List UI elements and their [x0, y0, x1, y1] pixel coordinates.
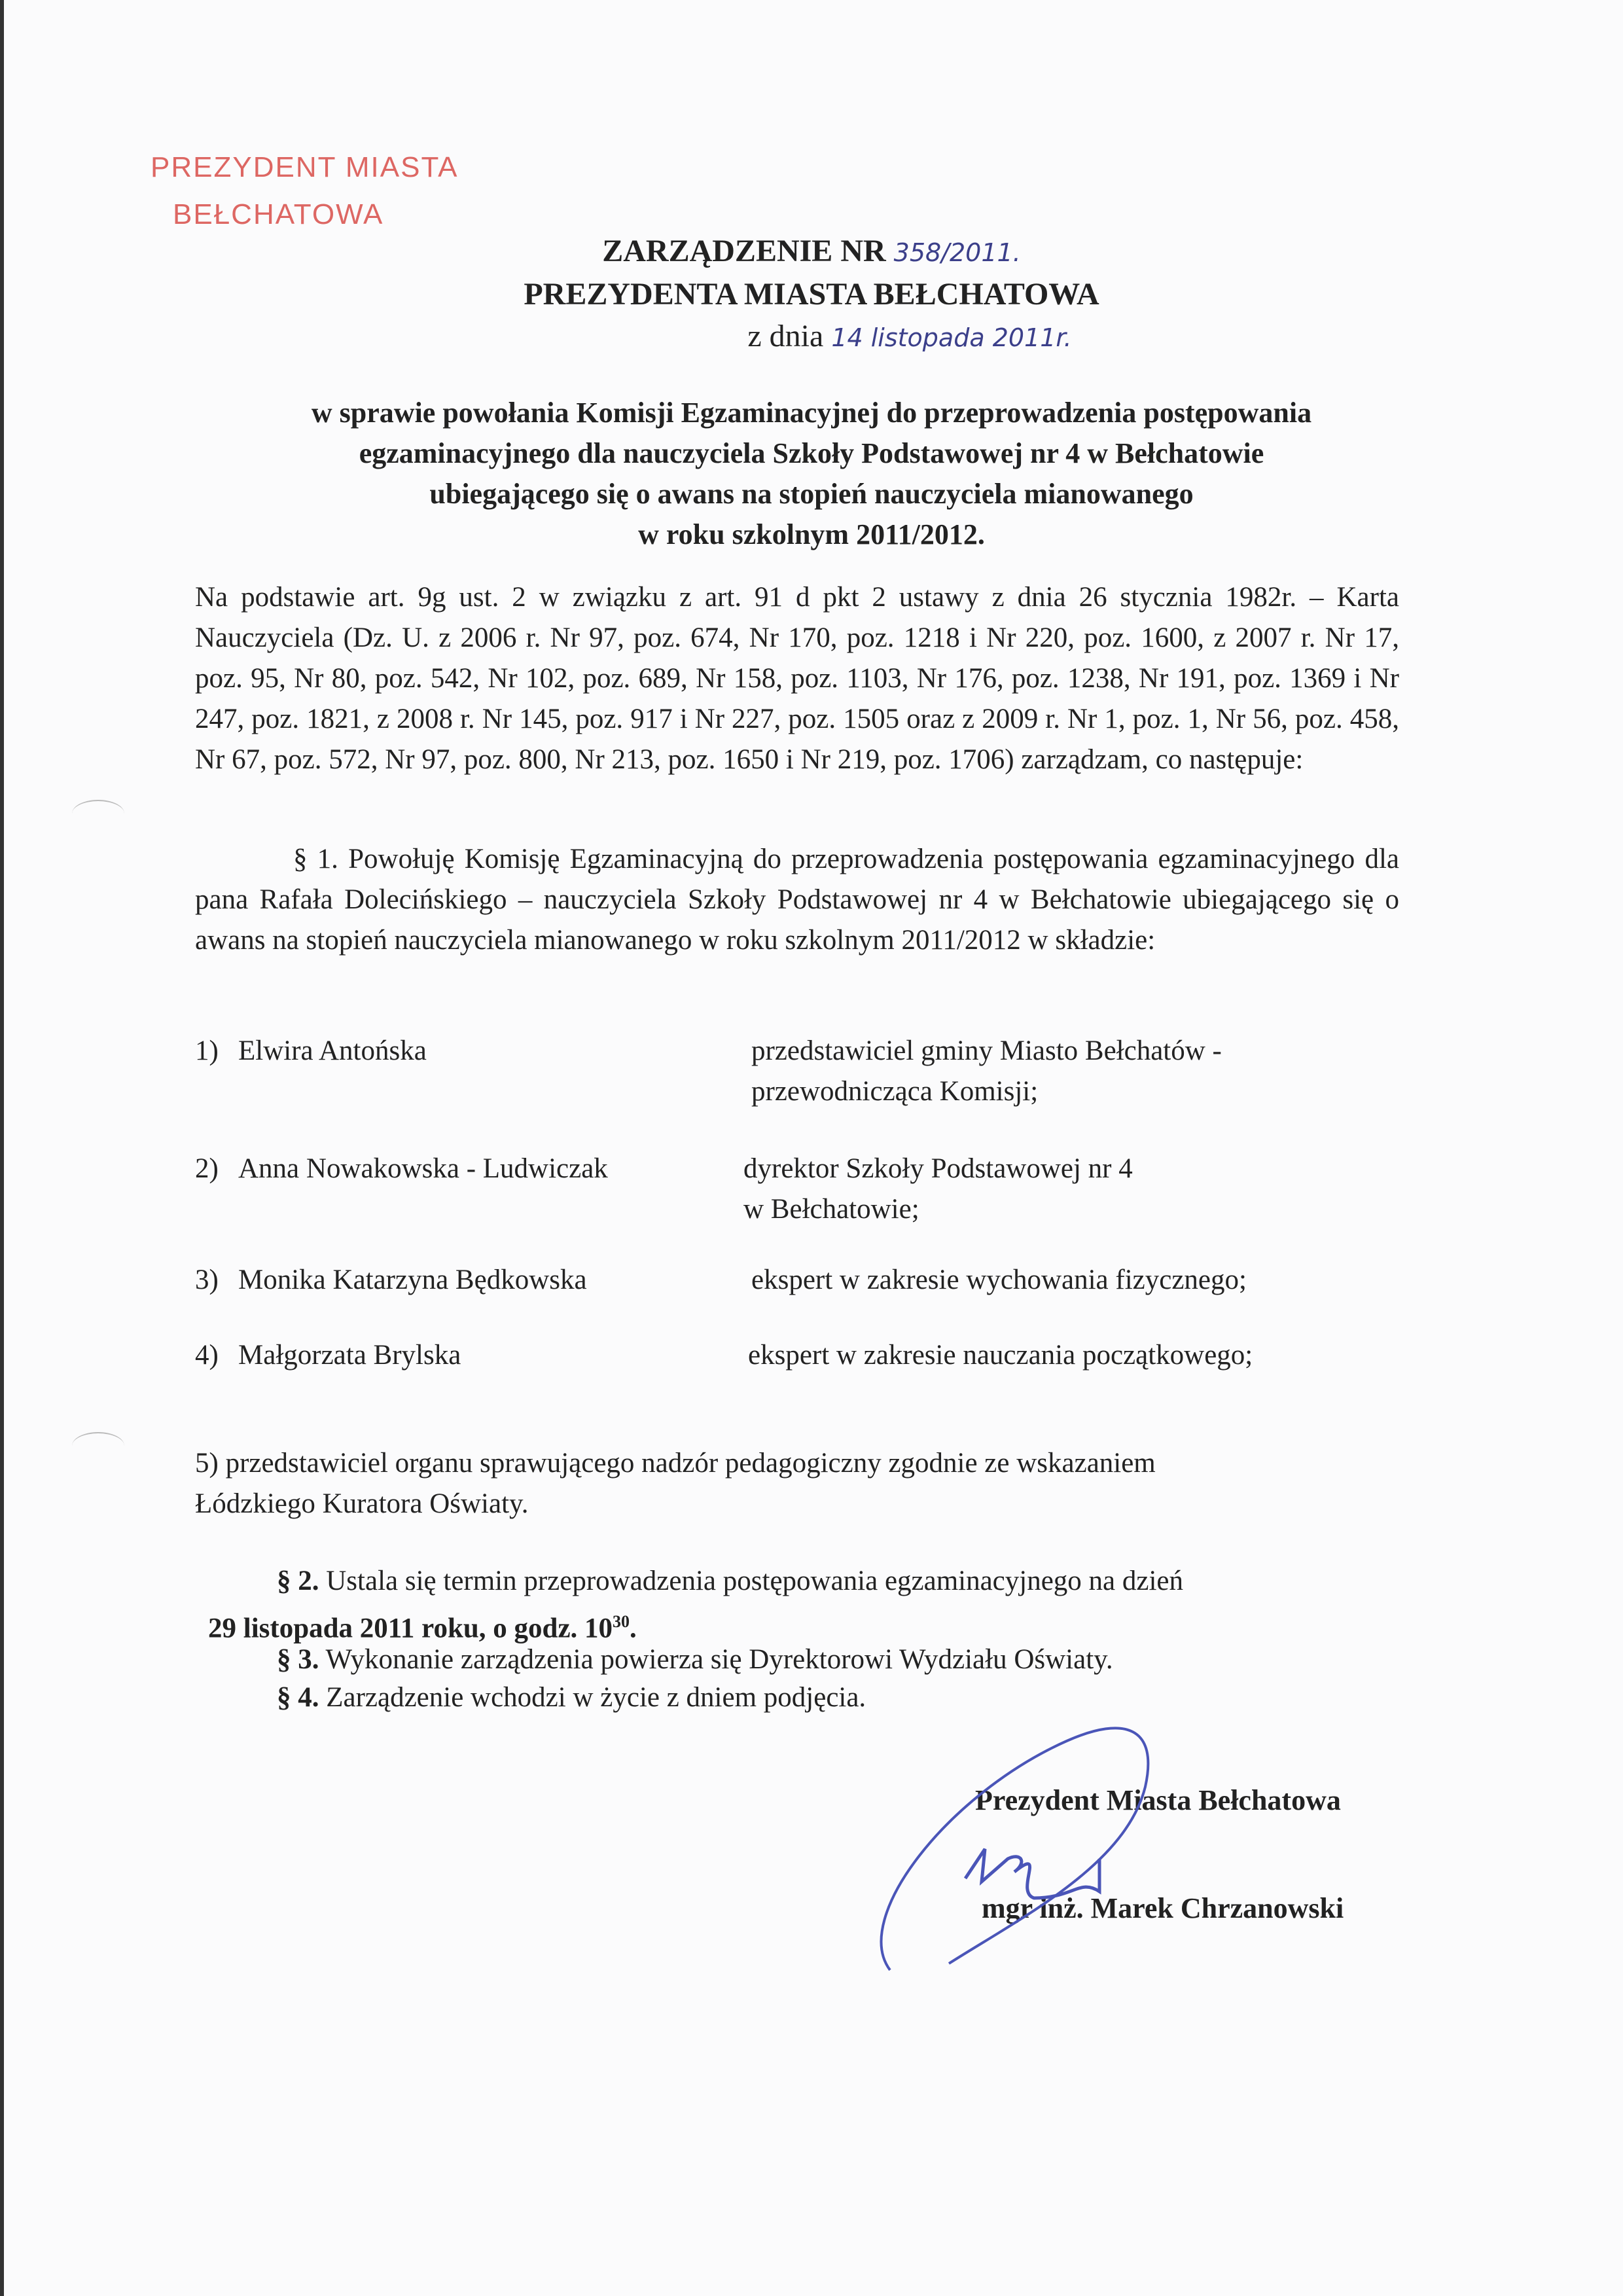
member-role: ekspert w zakresie wychowania fizycznego; — [751, 1265, 1247, 1295]
member-name: Małgorzata Brylska — [238, 1340, 461, 1371]
order-number-handwritten: 358/2011. — [893, 238, 1021, 267]
date-line — [0, 315, 1623, 359]
exam-date: 29 listopada 2011 roku, o godz. 10 — [208, 1613, 613, 1644]
title-line: ubiegającego się o awans na stopień nauczyciela mianowanego — [429, 478, 1194, 510]
member-item — [195, 1149, 1412, 1260]
title-line: egzaminacyjnego dla nauczyciela Szkoły Podstawowej nr 4 w Bełchatowie — [359, 437, 1264, 469]
member-item — [195, 1335, 1412, 1408]
member-number: 2) — [195, 1153, 219, 1184]
role-line: w Bełchatowie; — [743, 1194, 919, 1225]
date-handwritten: 14 listopada 2011r. — [831, 323, 1072, 352]
section-mark: § 1. — [293, 844, 338, 874]
office-stamp — [151, 144, 458, 238]
member-item — [195, 1031, 1412, 1149]
section-2 — [208, 1561, 1425, 1649]
issuer-line: PREZYDENTA MIASTA BEŁCHATOWA — [524, 277, 1099, 312]
document-title — [223, 393, 1400, 555]
signatory-title: Prezydent Miasta Bełchatowa — [975, 1784, 1341, 1816]
order-label: ZARZĄDZENIE NR — [602, 234, 894, 268]
section-text: Wykonanie zarządzenia powierza się Dyrektorowi Wydziału Oświaty. — [325, 1644, 1113, 1675]
order-number-line — [0, 230, 1623, 274]
punch-hole-mark — [72, 1432, 124, 1460]
role-line: dyrektor Szkoły Podstawowej nr 4 — [743, 1153, 1133, 1184]
section-mark: § 3. — [277, 1644, 319, 1675]
section-mark: § 2. — [277, 1566, 319, 1596]
member-name: Monika Katarzyna Będkowska — [238, 1265, 587, 1295]
member-number: 4) — [195, 1340, 219, 1371]
member-role — [743, 1149, 1398, 1230]
punch-hole-mark — [72, 800, 124, 827]
role-line: przedstawiciel gminy Miasto Bełchatów - — [751, 1035, 1222, 1066]
document-header — [0, 230, 1623, 359]
member-role: ekspert w zakresie nauczania początkowego; — [748, 1340, 1253, 1371]
member-5 — [195, 1443, 1399, 1524]
period: . — [630, 1613, 637, 1644]
role-line: przewodnicząca Komisji; — [751, 1076, 1039, 1107]
section-text: Powołuję Komisję Egzaminacyjną do przeprowadzenia postępowania egzaminacyjnego dla pana Rafała Dolecińskiego – nauczyciela Szkoły Podstawowej nr 4 w Bełchatowie ubiegającego się o awans na stopień nauczyciela mianowanego w roku szkolnym 2011/2012 w składzie: — [195, 844, 1400, 956]
section-4 — [277, 1677, 866, 1718]
section-1 — [195, 839, 1399, 961]
signatory-name: mgr inż. Marek Chrzanowski — [982, 1892, 1344, 1924]
member-name: Anna Nowakowska - Ludwiczak — [238, 1153, 608, 1184]
title-line: w sprawie powołania Komisji Egzaminacyjnej do przeprowadzenia postępowania — [311, 397, 1312, 429]
stamp-line1: PREZYDENT MIASTA — [151, 151, 459, 183]
exam-time-minutes: 30 — [613, 1612, 630, 1631]
title-line: w roku szkolnym 2011/2012. — [638, 518, 985, 550]
member-role — [751, 1031, 1406, 1112]
member-number: 1) — [195, 1035, 219, 1066]
section-mark: § 4. — [277, 1682, 319, 1713]
section-text: Zarządzenie wchodzi w życie z dniem podjęcia. — [326, 1682, 866, 1713]
date-label: z dnia — [747, 319, 832, 353]
section-text: Ustala się termin przeprowadzenia postępowania egzaminacyjnego na dzień — [326, 1566, 1184, 1596]
stamp-line2: BEŁCHATOWA — [173, 198, 384, 230]
member-item — [195, 1260, 1412, 1335]
commission-members — [195, 1031, 1412, 1408]
member-name: Elwira Antońska — [238, 1035, 427, 1066]
member5-line: 5) przedstawiciel organu sprawującego nadzór pedagogiczny zgodnie ze wskazaniem — [195, 1448, 1156, 1479]
legal-basis-paragraph: Na podstawie art. 9g ust. 2 w związku z art. 91 d pkt 2 ustawy z dnia 26 stycznia 1982r. – Karta Nauczyciela (Dz. U. z 2006 r. Nr 97, poz. 674, Nr 170, poz. 1218 i Nr 220, poz. 1600, z 2007 r. Nr 17, poz. 95, Nr 80, poz. 542, Nr 102, poz. 689, Nr 158, poz. 1103, Nr 176, poz. 1238, Nr 191, poz. 1369 i Nr 247, poz. 1821, z 2008 r. Nr 145, poz. 917 i Nr 227, poz. 1505 oraz z 2009 r. Nr 1, poz. 1, Nr 56, poz. 458, Nr 67, poz. 572, Nr 97, poz. 800, Nr 213, poz. 1650 i Nr 219, poz. 1706) zarządzam, co następuje: — [195, 582, 1399, 775]
member5-line: Łódzkiego Kuratora Oświaty. — [195, 1488, 529, 1519]
handwritten-signature-icon — [851, 1702, 1309, 1977]
section-3 — [277, 1640, 1113, 1680]
member-number: 3) — [195, 1265, 219, 1295]
